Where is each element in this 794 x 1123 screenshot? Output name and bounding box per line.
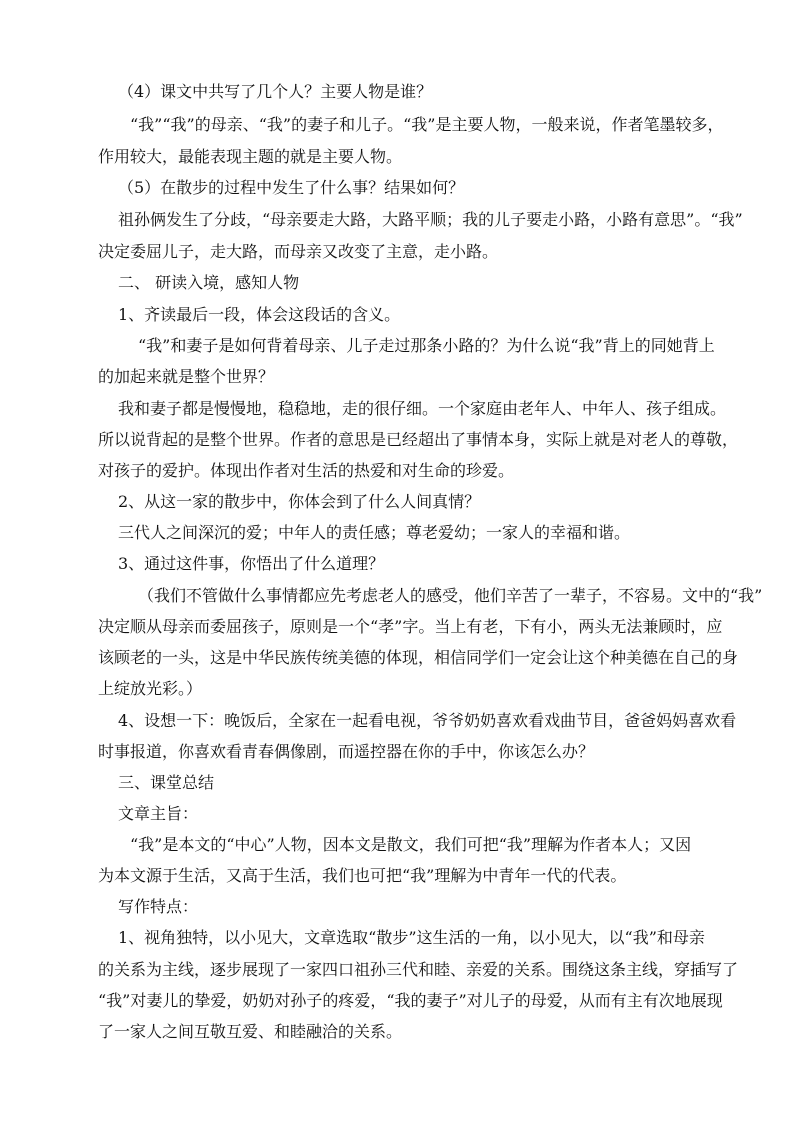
feature-1-line-4: 了一家人之间互敬互爱、和睦融洽的关系。 (98, 1022, 403, 1041)
task-3-answer-line-4: 上绽放光彩。） (98, 679, 203, 698)
answer-5-line-1: 祖孙俩发生了分歧，“母亲要走大路，大路平顺；我的儿子要走小路，小路有意思”。“我” (118, 210, 743, 229)
task-4-line-2: 时事报道，你喜欢看青春偶像剧，而遥控器在你的手中，你该怎么办？ (98, 742, 595, 761)
task-1-answer-line-1: 我和妻子都是慢慢地，稳稳地，走的很仔细。一个家庭由老年人、中年人、孩子组成。 (118, 399, 727, 418)
task-1-answer-line-2: 所以说背起的是整个世界。作者的意思是已经超出了事情本身，实际上就是对老人的尊敬， (98, 430, 739, 449)
theme-line-2: 为本文源于生活，又高于生活，我们也可把“我”理解为中青年一代的代表。 (98, 866, 627, 885)
question-4: （4）课文中共写了几个人？主要人物是谁？ (118, 82, 433, 101)
task-1: 1、齐读最后一段，体会这段话的含义。 (118, 305, 401, 324)
task-1-answer-line-3: 对孩子的爱护。体现出作者对生活的热爱和对生命的珍爱。 (98, 461, 515, 480)
answer-5-line-2: 决定委屈儿子，走大路，而母亲又改变了主意，走小路。 (98, 242, 499, 261)
question-5: （5）在散步的过程中发生了什么事？结果如何？ (118, 178, 465, 197)
task-3: 3、通过这件事，你悟出了什么道理？ (118, 554, 385, 573)
section-3-heading: 三、课堂总结 (118, 773, 215, 792)
task-4-line-1: 4、设想一下：晚饭后，全家在一起看电视，爷爷奶奶喜欢看戏曲节目，爸爸妈妈喜欢看 (118, 711, 737, 730)
task-1-question-line-1: “我”和妻子是如何背着母亲、儿子走过那条小路的？为什么说“我”背上的同她背上 (138, 336, 715, 355)
feature-1-line-3: “我”对妻儿的挚爱，奶奶对孙子的疼爱，“我的妻子”对儿子的母爱，从而有主有次地展现 (98, 991, 723, 1010)
task-3-answer-line-2: 决定顺从母亲而委屈孩子，原则是一个“孝”字。当上有老，下有小，两头无法兼顾时，应 (98, 617, 723, 636)
theme-line-1: “我”是本文的“中心”人物，因本文是散文，我们可把“我”理解为作者本人；又因 (130, 835, 692, 854)
task-3-answer-line-3: 该顾老的一头，这是中华民族传统美德的体现，相信同学们一定会让这个种美德在自己的身 (98, 648, 739, 667)
feature-1-line-2: 的关系为主线，逐步展现了一家四口祖孙三代和睦、亲爱的关系。围绕这条主线，穿插写了 (98, 960, 739, 979)
answer-4-line-2: 作用较大，最能表现主题的就是主要人物。 (98, 147, 403, 166)
task-3-answer-line-1: （我们不管做什么事情都应先考虑老人的感受，他们辛苦了一辈子，不容易。文中的“我” (138, 586, 763, 605)
theme-label: 文章主旨： (118, 804, 199, 823)
answer-4-line-1: “我”“我”的母亲、“我”的妻子和儿子。“我”是主要人物，一般来说，作者笔墨较多， (130, 115, 724, 134)
task-1-question-line-2: 的加起来就是整个世界？ (98, 367, 275, 386)
features-label: 写作特点： (118, 897, 199, 916)
task-2-answer: 三代人之间深沉的爱；中年人的责任感；尊老爱幼；一家人的幸福和谐。 (118, 523, 631, 542)
section-2-heading: 二、 研读入境，感知人物 (118, 273, 300, 292)
feature-1-line-1: 1、视角独特，以小见大，文章选取“散步”这生活的一角，以小见大，以“我”和母亲 (118, 928, 705, 947)
task-2: 2、从这一家的散步中，你体会到了什么人间真情？ (118, 492, 481, 511)
